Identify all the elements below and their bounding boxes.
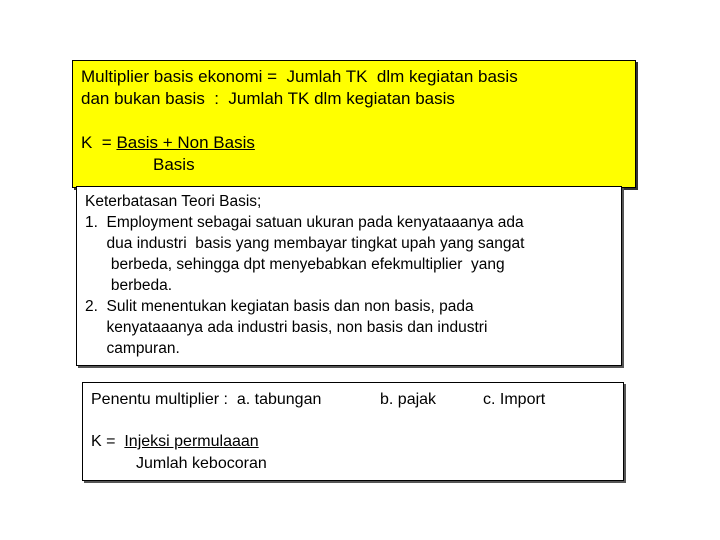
definition-line-1: Multiplier basis ekonomi = Jumlah TK dlm kegiatan basis [81, 67, 518, 86]
limitations-line: kenyataaanya ada industri basis, non basis dan industri [85, 319, 488, 336]
leakage-formula-denominator: Jumlah kebocoran [136, 455, 267, 472]
formula-prefix: K = [81, 133, 117, 152]
limitations-line: berbeda. [85, 277, 173, 294]
multiplier-definition-box [72, 60, 636, 188]
limitations-line: 2. Sulit menentukan kegiatan basis dan non basis, pada [85, 298, 474, 315]
multiplier-determinants-box [82, 382, 624, 481]
definition-line-2: dan bukan basis : Jumlah TK dlm kegiatan basis [81, 89, 455, 108]
limitations-line: campuran. [85, 340, 180, 357]
leakage-formula-numerator: Injeksi permulaaan [124, 433, 259, 450]
limitations-line: 1. Employment sebagai satuan ukuran pada kenyataaanya ada [85, 214, 524, 231]
formula-numerator: Basis + Non Basis [116, 133, 255, 152]
determinant-option-b: b. pajak [380, 391, 437, 408]
leakage-formula-prefix: K = [91, 433, 125, 450]
formula-denominator: Basis [153, 155, 195, 174]
limitations-line: berbeda, sehingga dpt menyebabkan efekmultiplier yang [85, 256, 505, 273]
determinant-option-c: c. Import [483, 391, 546, 408]
limitations-line: dua industri basis yang membayar tingkat upah yang sangat [85, 235, 525, 252]
determinants-label: Penentu multiplier : a. tabungan [91, 391, 322, 408]
limitations-heading: Keterbatasan Teori Basis; [85, 193, 262, 210]
definition-formula [81, 132, 635, 154]
leakage-formula [91, 431, 259, 453]
limitations-box [76, 186, 622, 366]
